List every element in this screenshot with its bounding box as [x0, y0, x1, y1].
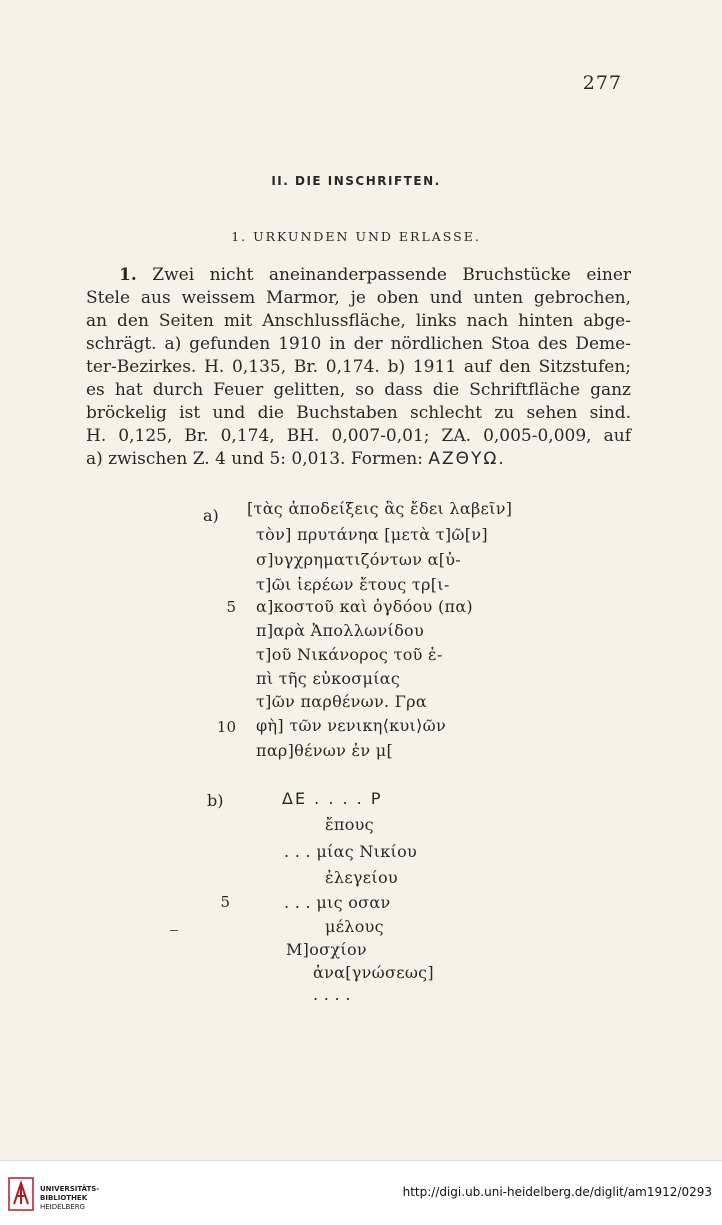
- paragraph-line-3: an den Seiten mit Anschlussfläche, links nach hinten abge-: [86, 311, 631, 331]
- fragment-a-label: a): [203, 506, 219, 525]
- fragment-b-line-7: Μ]οσχίον: [286, 940, 367, 959]
- paragraph-line-1: 1. Zwei nicht aneinanderpassende Bruchstücke einer: [119, 265, 632, 285]
- fragment-b-line-9: . . . .: [313, 985, 351, 1004]
- letter-forms: ΑΖΘΥΩ.: [428, 449, 506, 469]
- margin-mark: [170, 930, 178, 931]
- fragment-a-line-6: π]αρὰ Ἀπολλωνίδου: [256, 621, 424, 640]
- page-number: 277: [582, 72, 622, 94]
- section-title: II. DIE INSCHRIFTEN.: [271, 174, 441, 188]
- subsection-title: 1. URKUNDEN UND ERLASSE.: [231, 229, 481, 244]
- fragment-b-line-3: . . . μίας Νικίου: [284, 842, 418, 861]
- fragment-b-line-8: ἀνα[γνώσεως]: [313, 963, 434, 982]
- paragraph-line-2: Stele aus weissem Marmor, je oben und unten gebrochen,: [86, 288, 631, 308]
- fragment-a-line-3: σ]υγχρηματιζόντων α[ὐ-: [256, 550, 461, 569]
- paragraph-line-4: schrägt. a) gefunden 1910 in der nördlichen Stoa des Deme-: [86, 334, 631, 354]
- fragment-a-line-number-10: 10: [216, 718, 236, 736]
- fragment-b-line-number-5: 5: [220, 893, 230, 911]
- paragraph-line-7: bröckelig ist und die Buchstaben schlecht zu sehen sind.: [86, 403, 631, 423]
- fragment-a-line-7: τ]οῦ Νικάνορος τοῦ ἐ-: [256, 645, 443, 664]
- item-number: 1.: [119, 265, 137, 285]
- fragment-b-line-1: ΔΕ . . . . Ρ: [282, 789, 383, 808]
- library-logo-icon: [8, 1177, 34, 1211]
- fragment-a-line-number-5: 5: [226, 598, 236, 616]
- fragment-a-line-4: τ]ῶι ἱερέων ἔτους τρ[ι-: [256, 575, 450, 594]
- paragraph-line-6: es hat durch Feuer gelitten, so dass die Schriftfläche ganz: [86, 380, 631, 400]
- paragraph-line-9: a) zwischen Z. 4 und 5: 0,013. Formen: ΑΖΘΥΩ.: [86, 449, 506, 469]
- fragment-a-line-2: τὸν] πρυτάνηα [μετὰ τ]ῶ[ν]: [256, 525, 488, 544]
- fragment-b-label: b): [207, 791, 224, 810]
- fragment-a-line-9: τ]ῶν παρθένων. Γρα: [256, 692, 427, 711]
- fragment-b-line-4: ἐλεγείου: [325, 868, 398, 887]
- fragment-b-line-5: . . . μις οσαν: [284, 893, 391, 912]
- fragment-a-line-10: φὴ] τῶν νενικη⟨κυι⟩ῶν: [256, 716, 446, 735]
- fragment-b-line-2: ἔπους: [325, 815, 374, 834]
- description-paragraph: [86, 264, 631, 471]
- library-logo-text: UNIVERSITÄTS- BIBLIOTHEK HEIDELBERG: [40, 1185, 100, 1211]
- fragment-b-line-6: μέλους: [325, 917, 384, 936]
- fragment-a-line-8: πὶ τῆς εὐκοσμίας: [256, 669, 401, 688]
- source-url-link[interactable]: http://digi.ub.uni-heidelberg.de/diglit/am1912/0293: [402, 1185, 712, 1199]
- footer-bar: [0, 1160, 722, 1225]
- fragment-a-line-11: παρ]θένων ἐν μ[: [256, 741, 394, 760]
- paragraph-line-5: ter-Bezirkes. H. 0,135, Br. 0,174. b) 1911 auf den Sitzstufen;: [86, 357, 631, 377]
- fragment-a-line-1: [τὰς ἀποδείξεις ἃς ἔδει λαβεῖν]: [247, 499, 513, 518]
- fragment-a-line-5: α]κοστοῦ καὶ ὀγδόου (πα): [256, 597, 473, 616]
- paragraph-line-8: H. 0,125, Br. 0,174, BH. 0,007-0,01; ZA. 0,005-0,009, auf: [86, 426, 631, 446]
